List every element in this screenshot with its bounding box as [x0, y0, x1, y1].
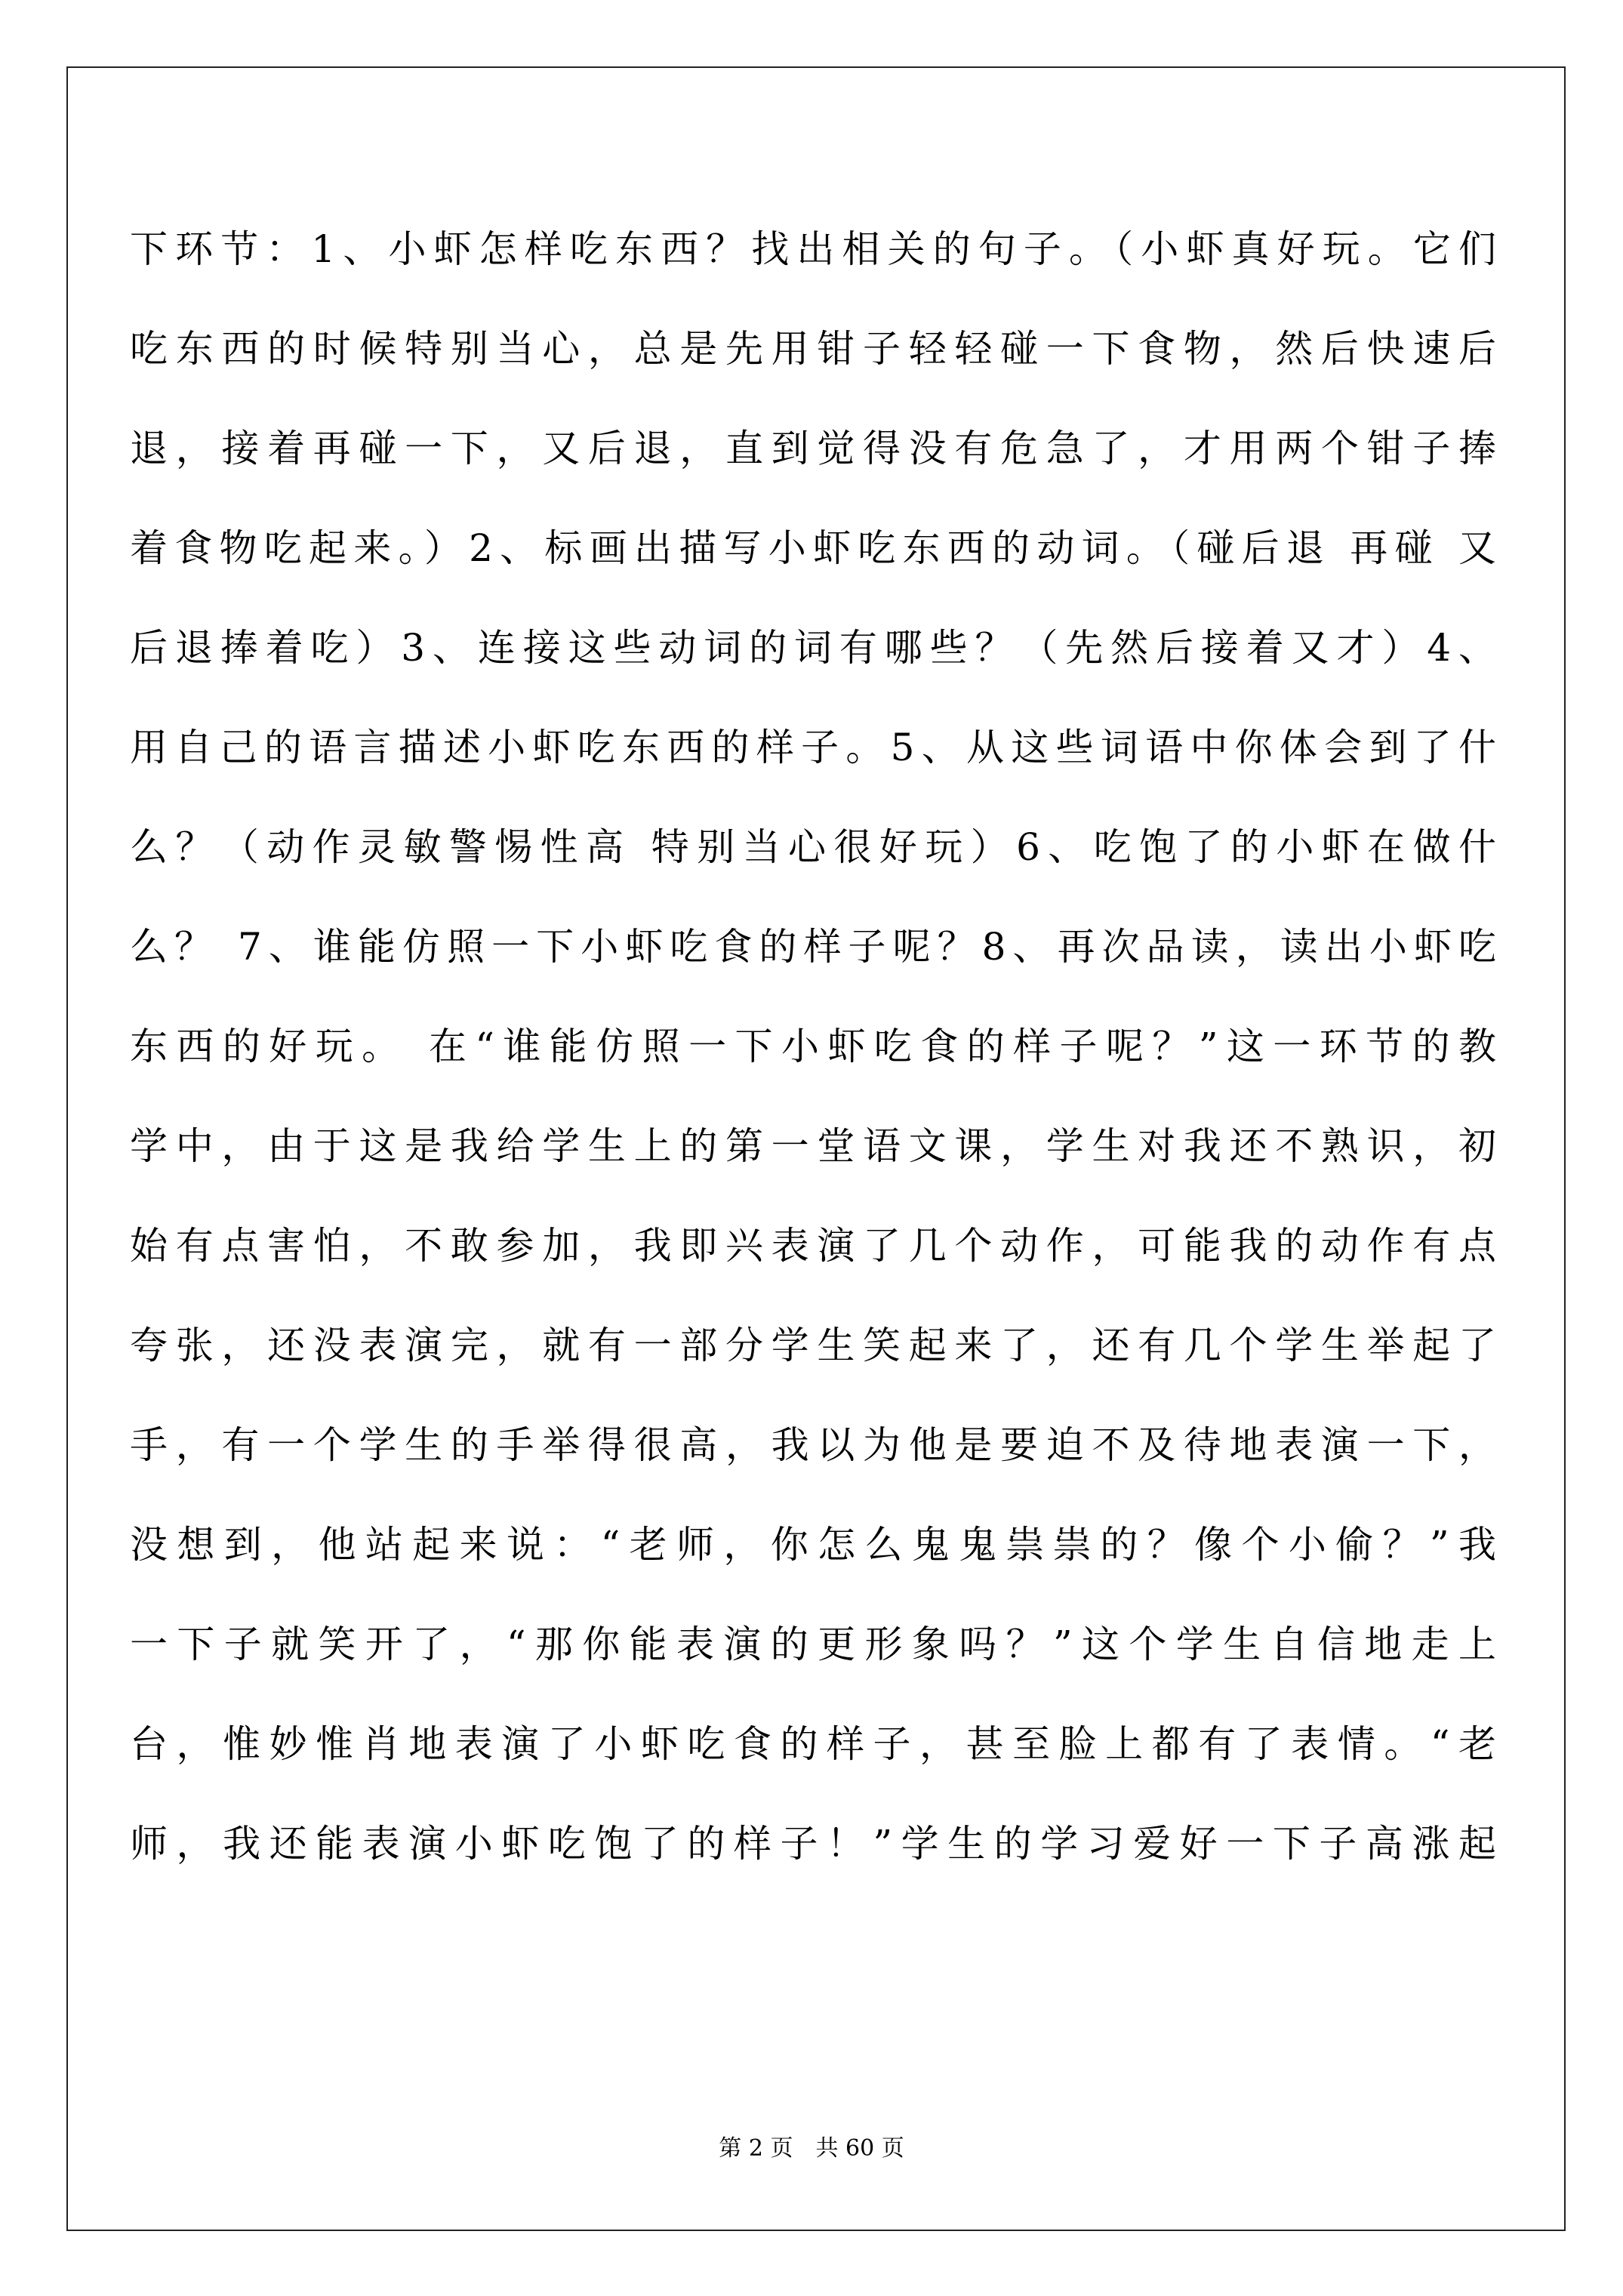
text-line: 始有点害怕，不敢参加，我即兴表演了几个动作，可能我的动作有点 — [130, 1224, 1496, 1268]
text-line: 着食物吃起来。）2、标画出描写小虾吃东西的动词。（碰后退 再碰 又 — [130, 526, 1496, 570]
text-line: 台，惟妙惟肖地表演了小虾吃食的样子，甚至脸上都有了表情。“老 — [130, 1722, 1496, 1766]
text-line: 么？（动作灵敏警惕性高 特别当心很好玩）6、吃饱了的小虾在做什 — [130, 825, 1496, 869]
page-number: 第 2 页 — [719, 2135, 793, 2162]
text-line: 退，接着再碰一下，又后退，直到觉得没有危急了，才用两个钳子捧 — [130, 427, 1496, 470]
text-line: 吃东西的时候特别当心，总是先用钳子轻轻碰一下食物，然后快速后 — [130, 327, 1496, 371]
text-line: 学中，由于这是我给学生上的第一堂语文课，学生对我还不熟识，初 — [130, 1124, 1496, 1168]
text-line: 东西的好玩。 在“谁能仿照一下小虾吃食的样子呢？”这一环节的教 — [130, 1025, 1496, 1068]
text-line: 用自己的语言描述小虾吃东西的样子。5、从这些词语中你体会到了什 — [130, 726, 1496, 769]
text-line: 一下子就笑开了，“那你能表演的更形象吗？”这个学生自信地走上 — [130, 1623, 1496, 1666]
text-line: 下环节：1、小虾怎样吃东西？找出相关的句子。（小虾真好玩。它们 — [130, 227, 1496, 271]
text-line: 么？ 7、谁能仿照一下小虾吃食的样子呢？8、再次品读，读出小虾吃 — [130, 925, 1496, 969]
text-line: 没想到，他站起来说：“老师，你怎么鬼鬼祟祟的？像个小偷？”我 — [130, 1523, 1496, 1567]
text-line: 夸张，还没表演完，就有一部分学生笑起来了，还有几个学生举起了 — [130, 1324, 1496, 1367]
text-line: 后退捧着吃）3、连接这些动词的词有哪些？（先然后接着又才）4、 — [130, 626, 1496, 670]
text-line: 师，我还能表演小虾吃饱了的样子！”学生的学习爱好一下子高涨起 — [130, 1822, 1496, 1866]
text-line: 手，有一个学生的手举得很高，我以为他是要迫不及待地表演一下， — [130, 1423, 1496, 1467]
page-footer — [0, 2129, 1623, 2162]
page-total: 共 60 页 — [815, 2135, 904, 2162]
